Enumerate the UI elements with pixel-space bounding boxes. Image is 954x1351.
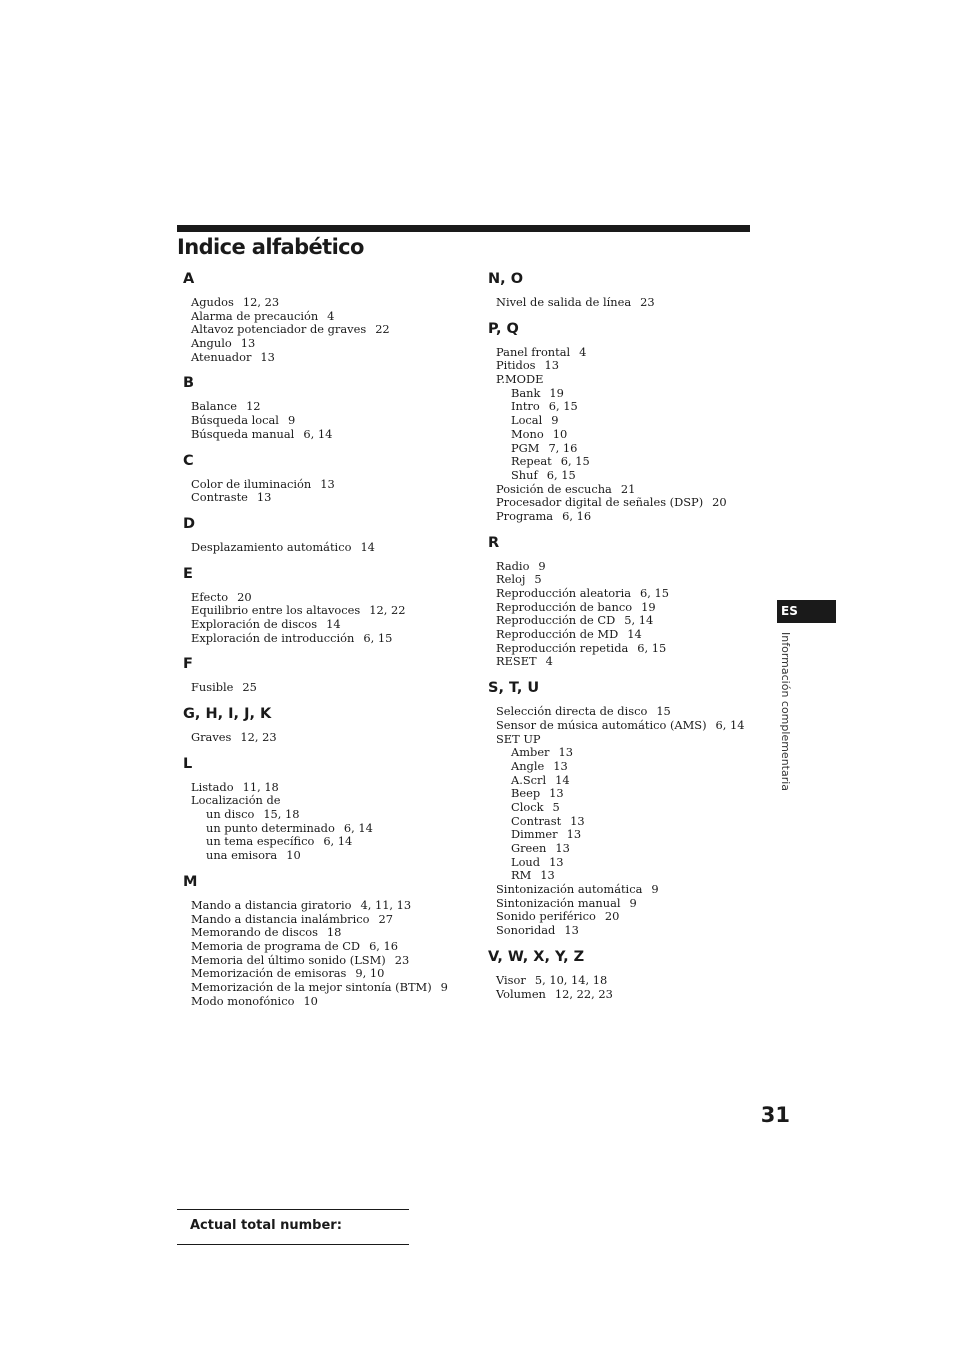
entry-page-refs: 10 bbox=[303, 993, 318, 1008]
index-entry bbox=[191, 491, 473, 505]
entry-page-refs: 6, 16 bbox=[562, 508, 592, 523]
entry-term: Mono bbox=[511, 426, 544, 441]
index-entry bbox=[496, 924, 758, 938]
entry-term: Mando a distancia inalámbrico bbox=[191, 911, 370, 926]
entry-page-refs: 6, 14 bbox=[343, 820, 373, 835]
index-section bbox=[488, 320, 758, 524]
entry-page-refs: 13 bbox=[260, 349, 275, 364]
page-number: 31 bbox=[760, 1103, 790, 1127]
entry-term: Reproducción de banco bbox=[496, 599, 633, 614]
entry-page-refs: 25 bbox=[242, 680, 257, 695]
entry-term: un disco bbox=[206, 807, 255, 822]
entry-page-refs: 5, 10, 14, 18 bbox=[534, 972, 608, 987]
entry-page-refs: 6, 16 bbox=[369, 938, 399, 953]
index-entry-list bbox=[496, 705, 758, 938]
index-entry bbox=[191, 954, 473, 968]
entry-term: A.Scrl bbox=[511, 772, 547, 787]
entry-term: Angle bbox=[511, 758, 545, 773]
index-entry bbox=[191, 940, 473, 954]
index-entry bbox=[191, 310, 473, 324]
index-entry bbox=[496, 359, 758, 373]
index-subentry bbox=[496, 414, 758, 428]
entry-term: Contraste bbox=[191, 490, 248, 505]
index-section bbox=[183, 374, 473, 441]
entry-term: Reproducción aleatoria bbox=[496, 586, 632, 600]
index-subentry bbox=[496, 387, 758, 401]
entry-page-refs: 4, 11, 13 bbox=[360, 897, 412, 912]
entry-term: Modo monofónico bbox=[191, 993, 295, 1008]
entry-term: Clock bbox=[511, 799, 544, 814]
entry-term: Local bbox=[511, 413, 543, 428]
index-entry bbox=[496, 573, 758, 587]
entry-page-refs: 6, 15 bbox=[637, 640, 667, 655]
index-section bbox=[183, 755, 473, 863]
entry-term: Angulo bbox=[191, 336, 232, 351]
index-subentry bbox=[496, 869, 758, 883]
section-letter-heading: D bbox=[183, 515, 196, 532]
index-entry bbox=[496, 601, 758, 615]
entry-page-refs: 12, 22 bbox=[369, 603, 406, 618]
index-entry bbox=[191, 414, 473, 428]
page-title: Indice alfabético bbox=[177, 235, 364, 259]
entry-page-refs: 15, 18 bbox=[263, 807, 300, 822]
index-entry bbox=[496, 510, 758, 524]
entry-term: Beep bbox=[511, 786, 541, 801]
index-entry-list bbox=[191, 478, 473, 505]
index-column-right bbox=[488, 270, 758, 1011]
index-entry bbox=[191, 632, 473, 646]
index-column-left bbox=[183, 270, 473, 1018]
entry-page-refs: 13 bbox=[566, 827, 582, 842]
entry-page-refs: 13 bbox=[558, 745, 574, 760]
index-entry bbox=[496, 974, 758, 988]
index-subentry bbox=[496, 828, 758, 842]
index-entry bbox=[496, 705, 758, 719]
entry-term: Panel frontal bbox=[496, 344, 571, 359]
entry-page-refs: 6, 15 bbox=[363, 630, 393, 645]
index-section bbox=[183, 515, 473, 555]
entry-page-refs: 6, 14 bbox=[715, 717, 745, 732]
entry-page-refs: 27 bbox=[378, 911, 394, 926]
index-entry bbox=[496, 655, 758, 669]
entry-page-refs: 20 bbox=[237, 589, 252, 604]
entry-term: Fusible bbox=[191, 680, 234, 695]
index-section bbox=[183, 655, 473, 695]
title-rule bbox=[177, 225, 750, 232]
footer-total-box bbox=[177, 1209, 409, 1245]
entry-term: Graves bbox=[191, 730, 232, 744]
entry-page-refs: 13 bbox=[540, 868, 555, 883]
entry-page-refs: 20 bbox=[604, 909, 620, 924]
entry-page-refs: 12, 23 bbox=[240, 730, 277, 744]
entry-term: Búsqueda local bbox=[191, 413, 279, 428]
index-entry-list bbox=[191, 541, 473, 555]
entry-term: RM bbox=[511, 868, 532, 883]
entry-term: Equilibrio entre los altavoces bbox=[191, 603, 361, 618]
section-letter-heading: G, H, I, J, K bbox=[183, 706, 272, 722]
entry-page-refs: 14 bbox=[360, 539, 375, 554]
entry-term: Green bbox=[511, 841, 547, 855]
index-entry bbox=[191, 995, 473, 1009]
entry-term: P.MODE bbox=[496, 372, 544, 387]
section-letter-heading: A bbox=[183, 271, 195, 287]
entry-page-refs: 20 bbox=[712, 495, 727, 510]
index-entry bbox=[191, 323, 473, 337]
index-entry-list bbox=[191, 731, 473, 745]
footer-total-label: Actual total number: bbox=[190, 1218, 342, 1233]
index-entry bbox=[191, 591, 473, 605]
entry-term: Selección directa de disco bbox=[496, 704, 648, 719]
index-entry bbox=[191, 681, 473, 695]
index-section bbox=[183, 270, 473, 364]
entry-page-refs: 23 bbox=[640, 295, 655, 309]
entry-page-refs: 13 bbox=[256, 490, 272, 505]
index-entry bbox=[496, 296, 758, 310]
index-entry-list bbox=[191, 400, 473, 441]
entry-page-refs: 6, 14 bbox=[323, 834, 353, 849]
entry-page-refs: 9 bbox=[629, 895, 637, 910]
entry-term: SET UP bbox=[496, 731, 541, 746]
index-entry bbox=[496, 719, 758, 733]
entry-term: Sintonización manual bbox=[496, 895, 621, 910]
entry-page-refs: 15 bbox=[656, 704, 671, 719]
index-subentry bbox=[191, 808, 473, 822]
entry-term: Sonido periférico bbox=[496, 909, 596, 924]
index-subentry bbox=[496, 842, 758, 856]
section-letter-heading: F bbox=[183, 656, 193, 673]
entry-term: Visor bbox=[496, 972, 526, 987]
entry-term: Memoria de programa de CD bbox=[191, 938, 361, 953]
entry-term: un punto determinado bbox=[206, 820, 335, 835]
index-entry bbox=[496, 373, 758, 387]
index-entry bbox=[496, 910, 758, 924]
entry-term: Exploración de discos bbox=[191, 616, 318, 631]
index-entry bbox=[496, 897, 758, 911]
entry-page-refs: 4 bbox=[579, 344, 587, 359]
entry-page-refs: 6, 15 bbox=[640, 586, 670, 600]
index-entry bbox=[496, 733, 758, 747]
index-subentry bbox=[496, 774, 758, 788]
entry-page-refs: 9 bbox=[538, 558, 546, 573]
entry-page-refs: 5 bbox=[552, 799, 560, 814]
index-section bbox=[183, 565, 473, 646]
index-entry bbox=[191, 731, 473, 745]
entry-term: Radio bbox=[496, 558, 530, 573]
section-letter-heading: B bbox=[183, 375, 195, 392]
index-section bbox=[183, 452, 473, 505]
entry-page-refs: 6, 15 bbox=[548, 399, 578, 414]
entry-page-refs: 18 bbox=[326, 925, 342, 940]
entry-term: Sonoridad bbox=[496, 923, 556, 938]
entry-term: Color de iluminación bbox=[191, 476, 312, 491]
entry-term: Balance bbox=[191, 399, 238, 414]
index-subentry bbox=[496, 455, 758, 469]
index-entry bbox=[191, 926, 473, 940]
entry-term: Dimmer bbox=[511, 827, 558, 842]
entry-page-refs: 9, 10 bbox=[355, 966, 385, 981]
entry-term: PGM bbox=[511, 440, 540, 455]
index-entry-list bbox=[191, 781, 473, 863]
section-letter-heading: V, W, X, Y, Z bbox=[488, 948, 585, 965]
entry-page-refs: 11, 18 bbox=[242, 779, 279, 794]
entry-term: Búsqueda manual bbox=[191, 426, 295, 441]
index-subentry bbox=[496, 442, 758, 456]
entry-term: Listado bbox=[191, 779, 234, 794]
index-entry-list bbox=[496, 560, 758, 670]
entry-term: Reproducción de CD bbox=[496, 613, 616, 628]
entry-page-refs: 9 bbox=[651, 882, 659, 897]
entry-term: Shuf bbox=[511, 467, 538, 482]
index-subentry bbox=[191, 822, 473, 836]
entry-page-refs: 13 bbox=[320, 476, 335, 491]
index-entry bbox=[191, 794, 473, 808]
entry-term: Pitidos bbox=[496, 358, 536, 373]
index-entry-list bbox=[496, 346, 758, 524]
index-entry bbox=[496, 883, 758, 897]
section-letter-heading: P, Q bbox=[488, 320, 519, 337]
index-subentry bbox=[496, 760, 758, 774]
index-entry bbox=[496, 614, 758, 628]
entry-page-refs: 9 bbox=[440, 979, 448, 994]
entry-term: Volumen bbox=[496, 986, 546, 1001]
index-section bbox=[183, 873, 473, 1009]
entry-page-refs: 14 bbox=[555, 772, 570, 787]
entry-page-refs: 13 bbox=[549, 786, 564, 801]
section-letter-heading: S, T, U bbox=[488, 680, 540, 697]
index-entry bbox=[191, 899, 473, 913]
entry-page-refs: 22 bbox=[375, 322, 390, 337]
index-entry bbox=[496, 560, 758, 574]
entry-term: Desplazamiento automático bbox=[191, 539, 352, 554]
index-entry bbox=[191, 428, 473, 442]
index-section bbox=[488, 948, 758, 1001]
entry-term: Reloj bbox=[496, 572, 526, 587]
entry-page-refs: 23 bbox=[394, 952, 410, 967]
entry-page-refs: 10 bbox=[552, 426, 568, 441]
entry-page-refs: 13 bbox=[564, 923, 579, 938]
index-entry bbox=[496, 483, 758, 497]
entry-term: Efecto bbox=[191, 589, 229, 604]
entry-term: Localización de bbox=[191, 793, 281, 808]
entry-page-refs: 9 bbox=[551, 413, 559, 428]
section-letter-heading: N, O bbox=[488, 271, 524, 287]
index-subentry bbox=[496, 400, 758, 414]
section-letter-heading: M bbox=[183, 873, 198, 890]
index-entry bbox=[191, 351, 473, 365]
entry-page-refs: 5 bbox=[534, 572, 542, 587]
index-entry bbox=[496, 346, 758, 360]
index-entry bbox=[191, 913, 473, 927]
entry-term: una emisora bbox=[206, 848, 278, 863]
entry-term: Nivel de salida de línea bbox=[496, 295, 632, 309]
entry-term: RESET bbox=[496, 654, 537, 669]
entry-term: Intro bbox=[511, 399, 540, 414]
entry-term: Mando a distancia giratorio bbox=[191, 897, 352, 912]
index-subentry bbox=[496, 801, 758, 815]
entry-page-refs: 14 bbox=[627, 627, 642, 642]
index-subentry bbox=[191, 835, 473, 849]
entry-page-refs: 13 bbox=[570, 813, 585, 828]
entry-page-refs: 4 bbox=[327, 308, 335, 323]
entry-term: Reproducción repetida bbox=[496, 640, 629, 655]
entry-term: Alarma de precaución bbox=[191, 308, 319, 323]
entry-page-refs: 7, 16 bbox=[548, 440, 578, 455]
entry-page-refs: 13 bbox=[549, 854, 564, 869]
entry-page-refs: 6, 15 bbox=[560, 454, 590, 469]
entry-term: Posición de escucha bbox=[496, 481, 612, 496]
entry-term: Memoria del último sonido (LSM) bbox=[191, 952, 386, 967]
index-entry-list bbox=[191, 296, 473, 364]
entry-page-refs: 13 bbox=[240, 336, 256, 351]
index-entry bbox=[191, 296, 473, 310]
section-side-label: Información complementaria bbox=[779, 632, 792, 792]
index-entry bbox=[191, 604, 473, 618]
entry-term: Contrast bbox=[511, 813, 562, 828]
entry-page-refs: 13 bbox=[553, 758, 568, 773]
index-subentry bbox=[496, 787, 758, 801]
entry-term: Amber bbox=[511, 745, 550, 760]
index-section bbox=[488, 534, 758, 670]
entry-term: Memorización de emisoras bbox=[191, 966, 347, 981]
entry-page-refs: 6, 14 bbox=[303, 426, 333, 441]
entry-term: Exploración de introducción bbox=[191, 630, 355, 645]
index-entry bbox=[191, 337, 473, 351]
index-entry-list bbox=[191, 591, 473, 646]
entry-page-refs: 6, 15 bbox=[546, 467, 576, 482]
entry-term: Memorización de la mejor sintonía (BTM) bbox=[191, 979, 432, 994]
section-letter-heading: R bbox=[488, 534, 500, 551]
entry-page-refs: 12, 23 bbox=[242, 295, 280, 309]
index-entry-list bbox=[496, 974, 758, 1001]
index-subentry bbox=[191, 849, 473, 863]
index-entry bbox=[191, 618, 473, 632]
entry-page-refs: 10 bbox=[286, 848, 301, 863]
entry-term: Loud bbox=[511, 854, 541, 869]
entry-term: Bank bbox=[511, 385, 541, 400]
index-entry bbox=[496, 642, 758, 656]
entry-term: un tema específico bbox=[206, 834, 315, 849]
entry-term: Repeat bbox=[511, 454, 552, 469]
entry-term: Atenuador bbox=[191, 349, 252, 364]
index-entry bbox=[191, 981, 473, 995]
index-entry bbox=[496, 496, 758, 510]
language-tab: ES bbox=[777, 600, 836, 623]
entry-page-refs: 14 bbox=[326, 616, 341, 631]
section-letter-heading: L bbox=[183, 755, 193, 772]
entry-page-refs: 13 bbox=[544, 358, 560, 373]
index-entry-list bbox=[496, 296, 758, 310]
index-entry bbox=[191, 781, 473, 795]
index-entry bbox=[191, 400, 473, 414]
entry-page-refs: 13 bbox=[555, 841, 570, 855]
index-section bbox=[488, 679, 758, 938]
entry-term: Reproducción de MD bbox=[496, 627, 619, 642]
index-entry bbox=[191, 478, 473, 492]
section-letter-heading: C bbox=[183, 452, 194, 469]
entry-term: Memorando de discos bbox=[191, 925, 318, 940]
entry-page-refs: 21 bbox=[620, 481, 636, 496]
entry-term: Agudos bbox=[191, 295, 234, 309]
index-subentry bbox=[496, 469, 758, 483]
entry-term: Sensor de música automático (AMS) bbox=[496, 717, 707, 732]
index-entry bbox=[496, 628, 758, 642]
section-letter-heading: E bbox=[183, 565, 193, 582]
entry-page-refs: 12 bbox=[246, 399, 261, 414]
entry-page-refs: 4 bbox=[545, 654, 553, 669]
entry-page-refs: 19 bbox=[549, 385, 564, 400]
index-entry-list bbox=[191, 681, 473, 695]
entry-term: Programa bbox=[496, 508, 554, 523]
index-entry-list bbox=[191, 899, 473, 1009]
entry-page-refs: 12, 22, 23 bbox=[554, 986, 613, 1001]
index-section bbox=[488, 270, 758, 310]
entry-page-refs: 5, 14 bbox=[624, 613, 654, 628]
index-entry bbox=[496, 988, 758, 1002]
entry-page-refs: 19 bbox=[641, 599, 656, 614]
index-subentry bbox=[496, 428, 758, 442]
index-entry bbox=[496, 587, 758, 601]
index-entry bbox=[191, 967, 473, 981]
entry-page-refs: 9 bbox=[287, 413, 296, 428]
entry-term: Sintonización automática bbox=[496, 882, 643, 897]
index-section bbox=[183, 705, 473, 745]
index-subentry bbox=[496, 856, 758, 870]
index-entry bbox=[191, 541, 473, 555]
index-subentry bbox=[496, 815, 758, 829]
entry-term: Procesador digital de señales (DSP) bbox=[496, 495, 704, 510]
entry-term: Altavoz potenciador de graves bbox=[191, 322, 367, 337]
index-subentry bbox=[496, 746, 758, 760]
